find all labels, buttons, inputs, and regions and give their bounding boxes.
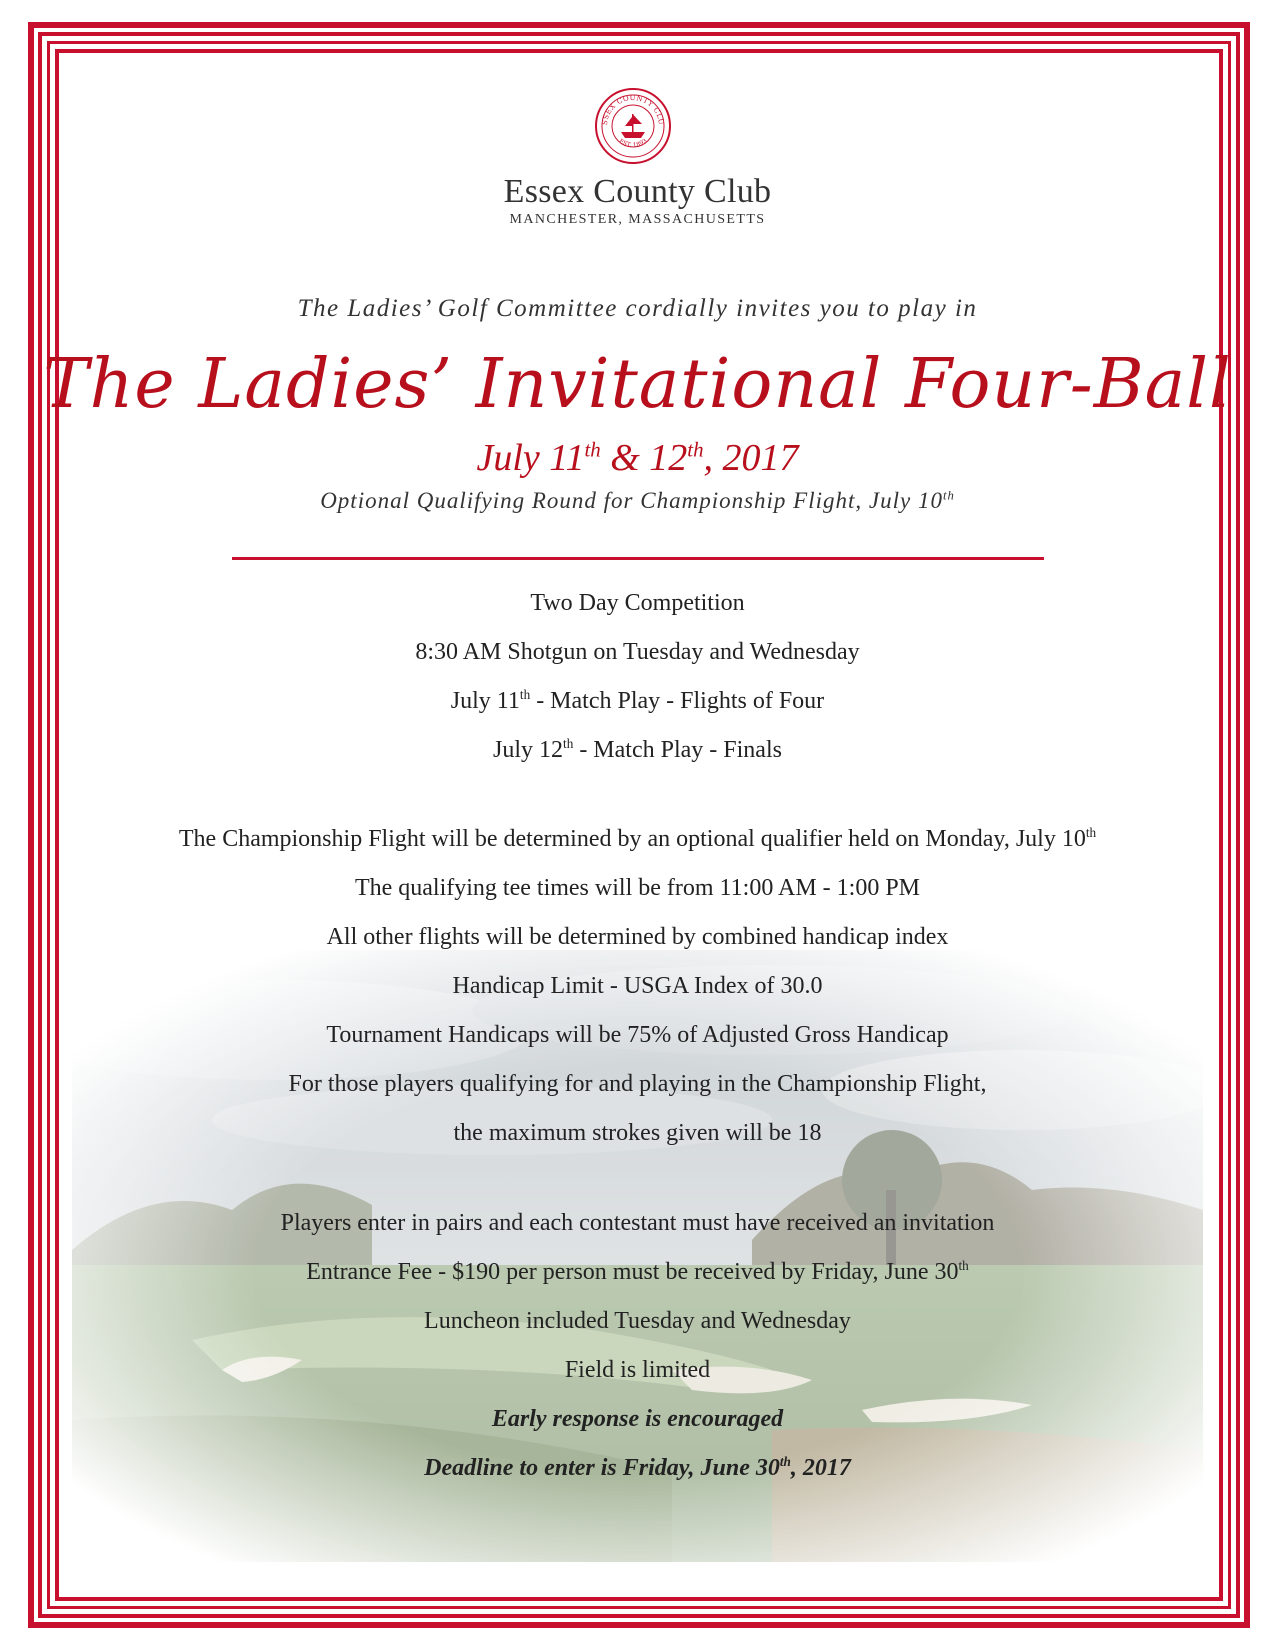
event-dates: July 11th & 12th, 2017: [476, 437, 799, 479]
luncheon-line: Luncheon included Tuesday and Wednesday: [424, 1308, 851, 1334]
club-location: MANCHESTER, MASSACHUSETTS: [509, 212, 766, 227]
tournament-handicaps-line: Tournament Handicaps will be 75% of Adjusted Gross Handicap: [326, 1022, 949, 1048]
championship-line: The Championship Flight will be determined by an optional qualifier held on Monday, July 10th: [178, 825, 1097, 852]
club-seal-logo: [593, 86, 673, 166]
club-brand: [0, 173, 1275, 229]
competition-line: Two Day Competition: [530, 590, 745, 616]
shotgun-line: 8:30 AM Shotgun on Tuesday and Wednesday: [415, 639, 860, 665]
qualifier-note: Optional Qualifying Round for Championship Flight, July 10th: [320, 488, 955, 513]
tee-times-line: The qualifying tee times will be from 11:00 AM - 1:00 PM: [354, 875, 921, 901]
handicap-limit-line: Handicap Limit - USGA Index of 30.0: [452, 973, 823, 999]
field-limited-line: Field is limited: [564, 1357, 711, 1383]
championship-players-line: For those players qualifying for and playing in the Championship Flight,: [288, 1071, 987, 1097]
early-response-line: Early response is encouraged: [491, 1406, 784, 1432]
day1-line: July 11th - Match Play - Flights of Four: [450, 687, 825, 714]
club-name: Essex County Club: [503, 173, 772, 210]
svg-text:EST. 1893: EST. 1893: [617, 137, 649, 149]
invitation-intro: The Ladies’ Golf Committee cordially invites you to play in: [297, 295, 978, 322]
pairs-line: Players enter in pairs and each contestant must have received an invitation: [280, 1210, 995, 1236]
max-strokes-line: the maximum strokes given will be 18: [453, 1120, 822, 1146]
day2-line: July 12th - Match Play - Finals: [493, 736, 782, 763]
entrance-fee-line: Entrance Fee - $190 per person must be received by Friday, June 30th: [306, 1258, 969, 1285]
svg-text:ESSEX COUNTY CLUB: SSEX COUNTY CLU: [600, 93, 666, 126]
divider-rule: [232, 557, 1044, 560]
event-title: The Ladies’ Invitational Four-Ball: [43, 345, 1232, 424]
other-flights-line: All other flights will be determined by combined handicap index: [326, 924, 949, 950]
deadline-line: Deadline to enter is Friday, June 30th, 2017: [424, 1454, 851, 1481]
